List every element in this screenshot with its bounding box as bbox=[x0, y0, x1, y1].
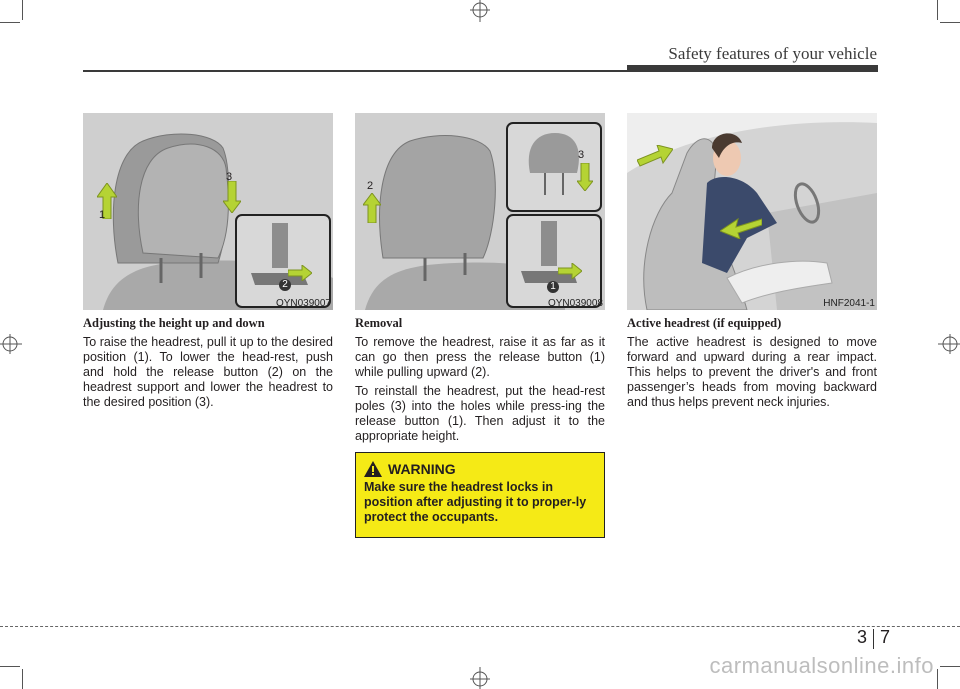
figure-code: OYN039007 bbox=[275, 298, 331, 309]
crop-mark bbox=[22, 0, 23, 20]
arrow-forward-headrest bbox=[637, 145, 673, 167]
crop-mark bbox=[937, 669, 938, 689]
figure-headrest-height bbox=[83, 113, 333, 310]
active-headrest-illustration bbox=[627, 113, 877, 310]
registration-mark-left bbox=[0, 332, 24, 356]
warning-title: WARNING bbox=[388, 461, 456, 477]
arrow-backward-torso bbox=[720, 213, 762, 239]
arrow-push-2 bbox=[288, 265, 312, 281]
registration-mark-top bbox=[468, 0, 492, 24]
callout-3: 3 bbox=[226, 171, 233, 183]
registration-mark-bottom bbox=[468, 665, 492, 689]
callout-3: 3 bbox=[578, 149, 585, 161]
headrest-removal-illustration bbox=[355, 113, 605, 310]
column-height-adjust bbox=[83, 316, 333, 414]
paragraph: The active headrest is designed to move forward and upward during a rear impact. This helps to prevent the driver's and front passenger’s heads from moving backward and thus helps prevent neck injuries. bbox=[627, 335, 877, 409]
figure-code: OYN039008 bbox=[547, 298, 603, 309]
header-accent-bar bbox=[627, 65, 878, 72]
arrow-down-3 bbox=[223, 181, 241, 213]
registration-mark-right bbox=[936, 332, 960, 356]
page-number-value: 7 bbox=[880, 627, 891, 647]
callout-2: 2 bbox=[367, 180, 374, 192]
watermark: carmanualsonline.info bbox=[709, 653, 934, 678]
paragraph: To reinstall the headrest, put the head-rest poles (3) into the holes while press-ing the release button (1). Then adjust it to the appropriate height. bbox=[355, 384, 605, 443]
crop-mark bbox=[940, 22, 960, 23]
heading-height-adjust: Adjusting the height up and down bbox=[83, 316, 265, 330]
figure-headrest-removal bbox=[355, 113, 605, 310]
chapter-number: 3 bbox=[857, 627, 868, 647]
heading-removal: Removal bbox=[355, 316, 403, 330]
arrow-up-2 bbox=[363, 193, 381, 223]
crop-mark bbox=[0, 666, 20, 667]
section-title: Safety features of your vehicle bbox=[668, 44, 877, 63]
column-active-headrest bbox=[627, 316, 877, 414]
callout-1: 1 bbox=[99, 209, 106, 221]
figure-code: HNF2041-1 bbox=[823, 298, 875, 309]
warning-box bbox=[355, 452, 605, 538]
figure-active-headrest bbox=[627, 113, 877, 310]
paragraph: To remove the headrest, raise it as far as it can go then press the release button (1) while pulling upward (2). bbox=[355, 335, 605, 379]
crop-mark bbox=[22, 669, 23, 689]
warning-title-row bbox=[364, 461, 596, 477]
warning-text: Make sure the headrest locks in position after adjusting it to proper-ly protect the occupants. bbox=[364, 480, 587, 524]
callout-1: 1 bbox=[547, 281, 559, 293]
page-number-separator bbox=[873, 629, 874, 649]
paragraph: To raise the headrest, pull it up to the desired position (1). To lower the head-rest, push and hold the release button (2) on the headrest support and lower the headrest to the desired position (3). bbox=[83, 335, 333, 409]
crop-mark bbox=[0, 22, 20, 23]
arrow-down-3 bbox=[577, 163, 593, 191]
footer-rule bbox=[0, 626, 960, 627]
page-number bbox=[857, 627, 890, 649]
warning-triangle-icon bbox=[364, 461, 382, 477]
arrow-push-1 bbox=[558, 263, 582, 279]
crop-mark bbox=[940, 666, 960, 667]
column-removal bbox=[355, 316, 605, 448]
heading-active-headrest: Active headrest (if equipped) bbox=[627, 316, 782, 330]
callout-2: 2 bbox=[279, 279, 291, 291]
crop-mark bbox=[937, 0, 938, 20]
